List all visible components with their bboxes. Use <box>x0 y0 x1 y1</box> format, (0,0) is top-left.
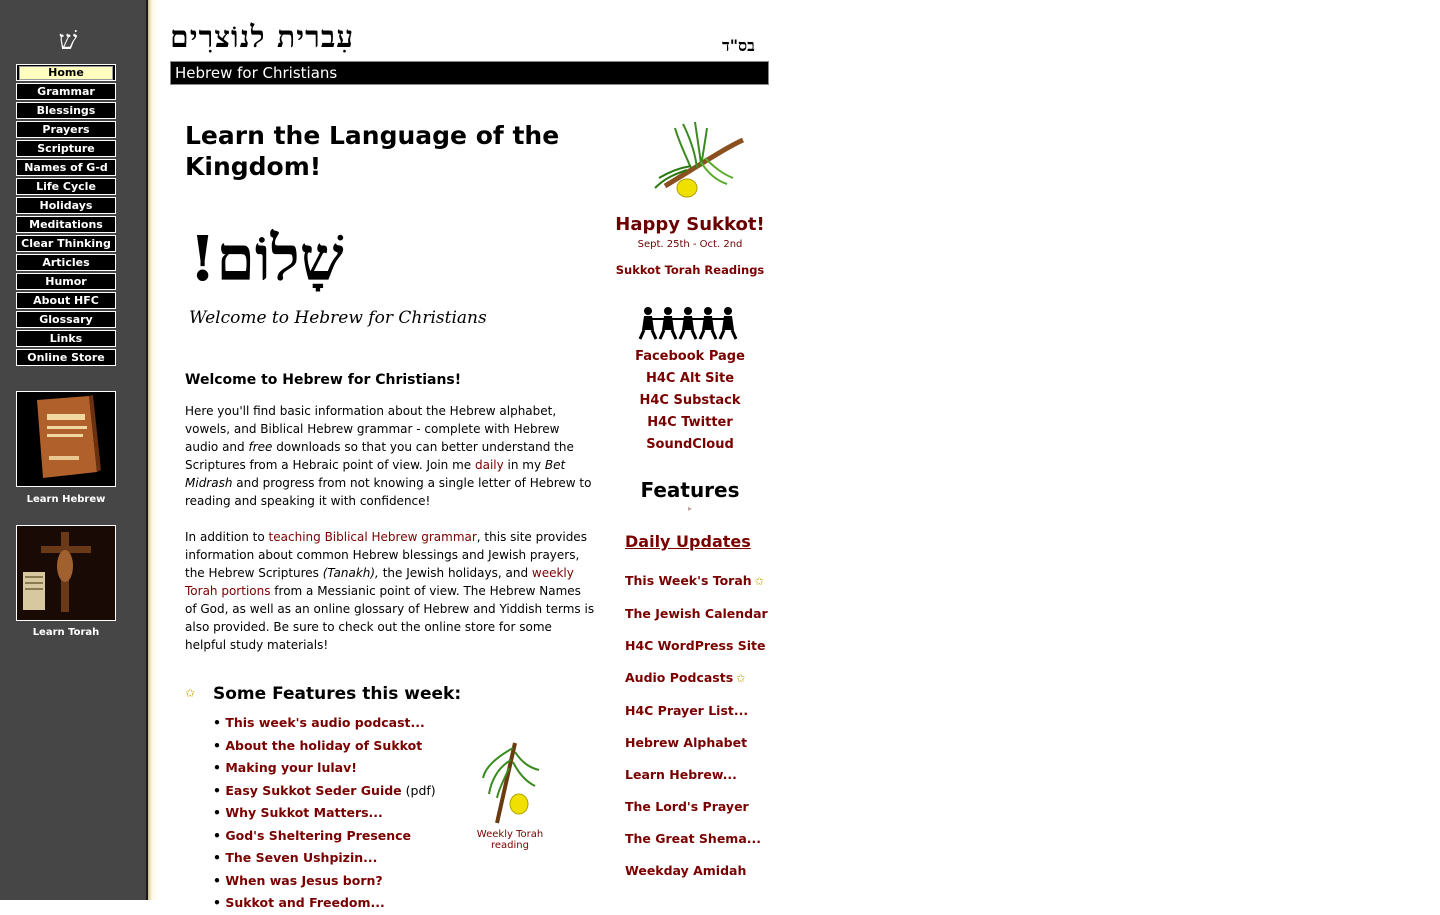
right-link-item <box>625 598 780 630</box>
feature-item <box>213 870 595 893</box>
right-link-item <box>625 823 780 855</box>
nav-blessings[interactable]: Blessings <box>16 102 116 119</box>
social-link-h4c-alt-site[interactable]: H4C Alt Site <box>645 371 735 386</box>
shalom-graphic <box>185 222 595 342</box>
daily-updates-link[interactable]: Daily Updates <box>625 532 751 551</box>
feature-link[interactable]: Sukkot and Freedom... <box>225 895 385 910</box>
lulav-etrog-icon <box>635 118 745 202</box>
nav-about-hfc[interactable]: About HFC <box>16 292 116 309</box>
nav-links[interactable]: Links <box>16 330 116 347</box>
right-link-item <box>625 855 780 887</box>
nav-articles[interactable]: Articles <box>16 254 116 271</box>
shalom-welcome-text: Welcome to Hebrew for Christians <box>189 308 487 328</box>
right-link[interactable]: The Lord's Prayer <box>625 799 749 814</box>
nav-glossary[interactable]: Glossary <box>16 311 116 328</box>
feature-link[interactable]: God's Sheltering Presence <box>225 827 412 843</box>
feature-item <box>213 892 595 915</box>
sidebar-border <box>146 0 158 900</box>
happy-sukkot: Happy Sukkot! <box>615 214 765 235</box>
social-link-soundcloud[interactable]: SoundCloud <box>646 437 734 452</box>
text-free: free <box>248 440 273 454</box>
features-heading <box>185 684 595 704</box>
site-banner: Hebrew for Christians <box>170 61 769 85</box>
feature-link[interactable]: About the holiday of Sukkot <box>225 737 423 753</box>
text-tanakh: (Tanakh), <box>322 566 379 580</box>
sukkot-dates: Sept. 25th - Oct. 2nd <box>637 239 743 250</box>
right-link[interactable]: The Great Shema... <box>625 831 762 846</box>
right-link[interactable]: Weekday Amidah <box>625 863 747 878</box>
feature-link[interactable]: Making your lulav! <box>225 760 357 775</box>
star-icon: ✩ <box>185 686 196 700</box>
sukkot-readings-link[interactable] <box>600 262 780 278</box>
feature-link[interactable]: Easy Sukkot Seder Guide <box>225 782 402 798</box>
dancers-image <box>600 306 780 346</box>
daily-link[interactable]: daily <box>474 458 504 472</box>
right-link-item <box>625 695 780 727</box>
social-link-facebook-page[interactable]: Facebook Page <box>635 349 745 364</box>
grammar-link[interactable]: teaching Biblical Hebrew grammar <box>268 530 477 544</box>
dancers-icon <box>638 306 742 340</box>
text: in my <box>503 458 545 472</box>
page-title: Learn the Language of the Kingdom! <box>185 121 560 181</box>
social-link-h4c-twitter[interactable]: H4C Twitter <box>647 415 733 430</box>
shalom-hebrew: שָׁלוֹם! <box>189 222 344 295</box>
new-star-icon: ✩ <box>736 672 746 685</box>
new-star-icon: ✩ <box>754 575 764 588</box>
learn-torah-image[interactable] <box>16 525 116 621</box>
nav-meditations[interactable]: Meditations <box>16 216 116 233</box>
right-link[interactable]: This Week's Torah <box>625 573 752 588</box>
text: Here you'll find basic information about the Hebrew alphabet, vowels, and Biblical Hebrew grammar - complete with Hebrew audio and <box>185 404 560 454</box>
social-link-h4c-substack[interactable]: H4C Substack <box>639 393 741 408</box>
feature-link[interactable]: When was Jesus born? <box>225 872 383 888</box>
right-link-item <box>625 565 780 598</box>
features-title: Features <box>640 478 740 502</box>
learn-hebrew-caption[interactable]: Learn Hebrew <box>26 494 106 505</box>
weekly-torah-caption[interactable]: Weekly Torah reading <box>476 829 544 851</box>
right-link[interactable]: Learn Hebrew... <box>625 767 737 782</box>
text: and progress from not knowing a single letter of Hebrew to reading and speaking it with confidence! <box>185 476 592 508</box>
right-link-item <box>625 662 780 695</box>
text-bet-midrash: Bet Midrash <box>185 458 566 490</box>
right-link-item <box>625 759 780 791</box>
weekly-torah-block[interactable] <box>467 738 553 851</box>
feature-item <box>213 712 595 735</box>
nav-names-of-g-d[interactable]: Names of G-d <box>16 159 116 176</box>
features-heading-text: Some Features this week: <box>213 684 462 704</box>
lulav-image <box>600 118 780 206</box>
nav-humor[interactable]: Humor <box>16 273 116 290</box>
right-link[interactable]: H4C WordPress Site <box>625 638 766 653</box>
welcome-heading: Welcome to Hebrew for Christians! <box>185 372 462 388</box>
right-link[interactable]: Audio Podcasts <box>625 670 734 685</box>
sukkot-readings-text[interactable]: Sukkot Torah Readings <box>615 263 765 277</box>
feature-link[interactable]: This week's audio podcast... <box>225 715 425 730</box>
feature-suffix: (pdf) <box>401 782 436 798</box>
right-link-item <box>625 727 780 759</box>
text: downloads so that you can better understand the Scriptures from a Hebraic point of view. Join me <box>185 440 574 472</box>
right-link[interactable]: H4C Prayer List... <box>625 703 749 718</box>
text: In addition to <box>185 530 269 544</box>
nav-scripture[interactable]: Scripture <box>16 140 116 157</box>
about-paragraph <box>185 528 595 654</box>
learn-hebrew-book-image[interactable] <box>16 391 116 487</box>
nav-label: Home <box>19 66 113 80</box>
right-link[interactable]: Hebrew Alphabet <box>625 735 748 750</box>
text: from a Messianic point of view. The Hebrew Names of God, as well as an online glossary of Hebrew and Yiddish terms is also provided. Be sure to check out the online store for some helpful study materials! <box>185 584 595 652</box>
text: the Jewish holidays, and <box>378 566 532 580</box>
nav-life-cycle[interactable]: Life Cycle <box>16 178 116 195</box>
learn-torah-caption[interactable]: Learn Torah <box>32 627 100 638</box>
right-link-item <box>625 630 780 662</box>
social-links <box>600 346 780 456</box>
lulav-icon <box>475 738 545 826</box>
bsd-mark: בס"ד <box>722 36 755 55</box>
right-feature-links <box>625 565 780 887</box>
nav-online-store[interactable]: Online Store <box>16 349 116 366</box>
right-link-item <box>625 791 780 823</box>
nav-clear-thinking[interactable]: Clear Thinking <box>16 235 116 252</box>
right-column <box>600 118 780 887</box>
small-divider-icon: ▸ <box>687 504 692 513</box>
shin-logo-icon[interactable]: שׁ <box>58 26 78 56</box>
intro-paragraph <box>185 402 595 510</box>
nav-prayers[interactable]: Prayers <box>16 121 116 138</box>
nav-grammar[interactable]: Grammar <box>16 83 116 100</box>
torah-portions-link[interactable]: weekly Torah portions <box>185 566 574 598</box>
sidebar-nav <box>16 64 116 368</box>
sidebar <box>0 0 146 900</box>
right-link[interactable]: The Jewish Calendar <box>625 606 768 621</box>
feature-link[interactable]: Why Sukkot Matters... <box>225 805 383 820</box>
nav-holidays[interactable]: Holidays <box>16 197 116 214</box>
hebrew-logo[interactable]: עִברית לנוֹצרִים <box>170 20 355 55</box>
feature-link[interactable]: The Seven Ushpizin... <box>225 850 378 865</box>
nav-home[interactable] <box>16 64 116 81</box>
text: , this site provides information about common Hebrew blessings and Jewish prayers, the Hebrew Scriptures <box>185 530 587 580</box>
